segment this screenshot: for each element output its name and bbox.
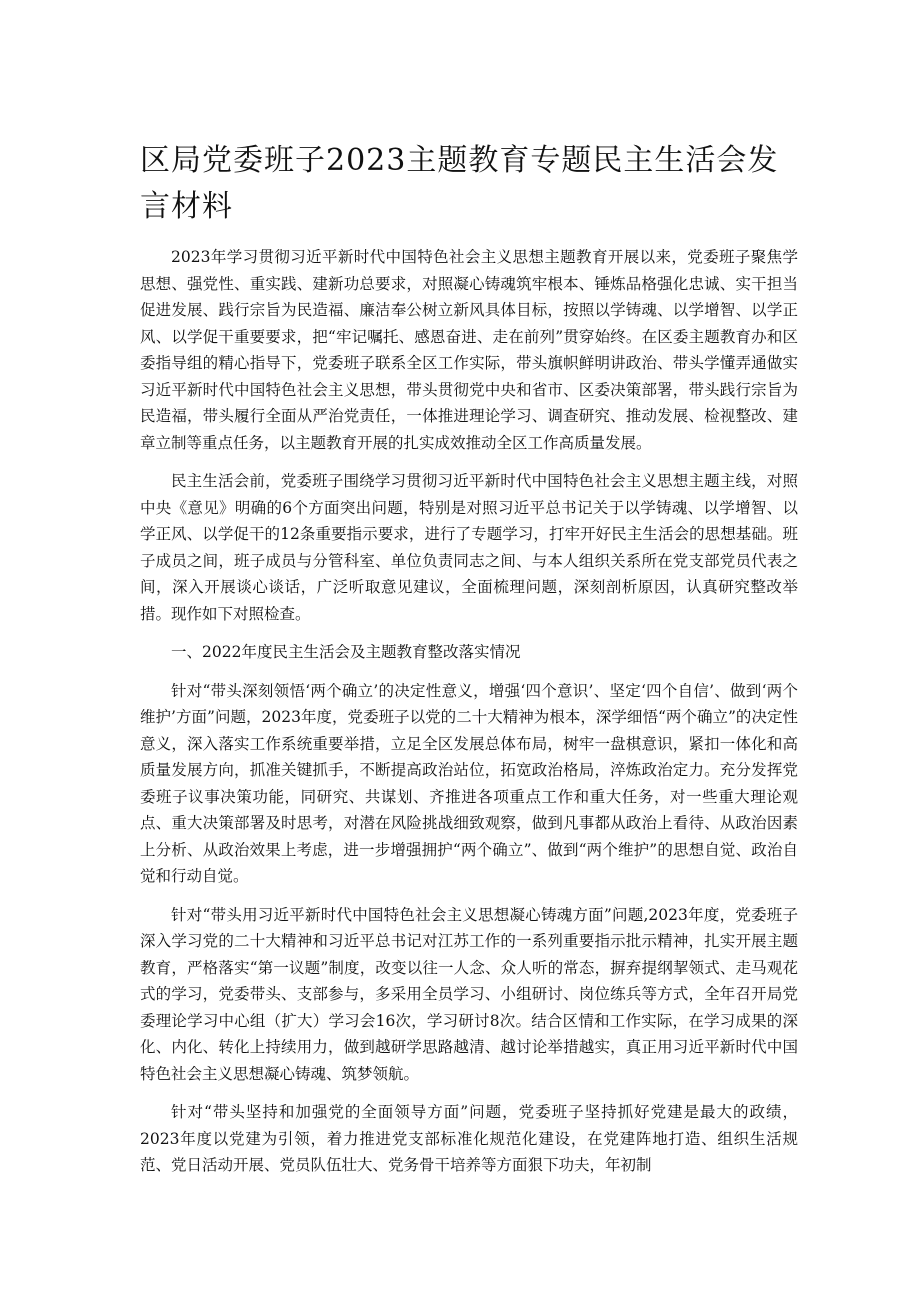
paragraph-theory-study: 针对“带头用习近平新时代中国特色社会主义思想凝心铸魂方面”问题,2023年度，党委班子深入学习党的二十大精神和习近平总书记对江苏工作的一系列重要指示批示精神，扎实开展主题教育，严格落实“第一议题”制度，改变以往一人念、众人听的常态，摒弃提纲挈领式、走马观花式的学习，党委带头、支部参与，多采用全员学习、小组研讨、岗位练兵等方式，全年召开局党委理论学习中心组（扩大）学习会16次，学习研讨8次。结合区情和工作实际，在学习成果的深化、内化、转化上持续用力，做到越研学思路越清、越讨论举措越实，真正用习近平新时代中国特色社会主义思想凝心铸魂、筑梦领航。 — [140, 905, 798, 1083]
paragraph-intro: 2023年学习贯彻习近平新时代中国特色社会主义思想主题教育开展以来，党委班子聚焦学思想、强党性、重实践、建新功总要求，对照凝心铸魂筑牢根本、锤炼品格强化忠诚、实干担当促进发展、践行宗旨为民造福、廉洁奉公树立新风具体目标，按照以学铸魂、以学增智、以学正风、以学促干重要要求，把“牢记嘱托、感恩奋进、走在前列”贯穿始终。在区委主题教育办和区委指导组的精心指导下，党委班子联系全区工作实际，带头旗帜鲜明讲政治、带头学懂弄通做实习近平新时代中国特色社会主义思想，带头贯彻党中央和省市、区委决策部署，带头践行宗旨为民造福，带头履行全面从严治党责任，一体推进理论学习、调查研究、推动发展、检视整改、建章立制等重点任务，以主题教育开展的扎实成效推动全区工作高质量发展。 — [140, 248, 798, 452]
document-title: 区局党委班子2023主题教育专题民主生活会发言材料 — [140, 143, 779, 224]
document-body — [140, 244, 798, 1191]
paragraph-party-leadership: 针对“带头坚持和加强党的全面领导方面”问题，党委班子坚持抓好党建是最大的政绩，2023年度以党建为引领，着力推进党支部标准化规范化建设，在党建阵地打造、组织生活规范、党日活动开展、党员队伍壮大、党务骨干培养等方面狠下功夫，年初制 — [140, 1103, 798, 1174]
section-heading-1: 一、2022年度民主生活会及主题教育整改落实情况 — [171, 643, 521, 661]
paragraph-preparation: 民主生活会前，党委班子围绕学习贯彻习近平新时代中国特色社会主义思想主题主线，对照中央《意见》明确的6个方面突出问题，特别是对照习近平总书记关于以学铸魂、以学增智、以学正风、以学促干的12条重要指示要求，进行了专题学习，打牢开好民主生活会的思想基础。班子成员之间，班子成员与分管科室、单位负责同志之间、与本人组织关系所在党支部党员代表之间，深入开展谈心谈话，广泛听取意见建议，全面梳理问题，深刻剖析原因，认真研究整改举措。现作如下对照检查。 — [140, 472, 798, 623]
paragraph-two-establishments: 针对“带头深刻领悟‘两个确立’的决定性意义，增强‘四个意识’、坚定‘四个自信’、做到‘两个维护’方面”问题，2023年度，党委班子以党的二十大精神为根本，深学细悟“两个确立”的决定性意义，深入落实工作系统重要举措，立足全区发展总体布局，树牢一盘棋意识，紧扣一体化和高质量发展方向，抓准关键抓手，不断提高政治站位，拓宽政治格局，淬炼政治定力。充分发挥党委班子议事决策功能，同研究、共谋划、齐推进各项重点工作和重大任务，对一些重大理论观点、重大决策部署及时思考，对潜在风险挑战细致观察，做到凡事都从政治上看待、从政治因素上分析、从政治效果上考虑，进一步增强拥护“两个确立”、做到“两个维护”的思想自觉、政治自觉和行动自觉。 — [140, 681, 798, 885]
